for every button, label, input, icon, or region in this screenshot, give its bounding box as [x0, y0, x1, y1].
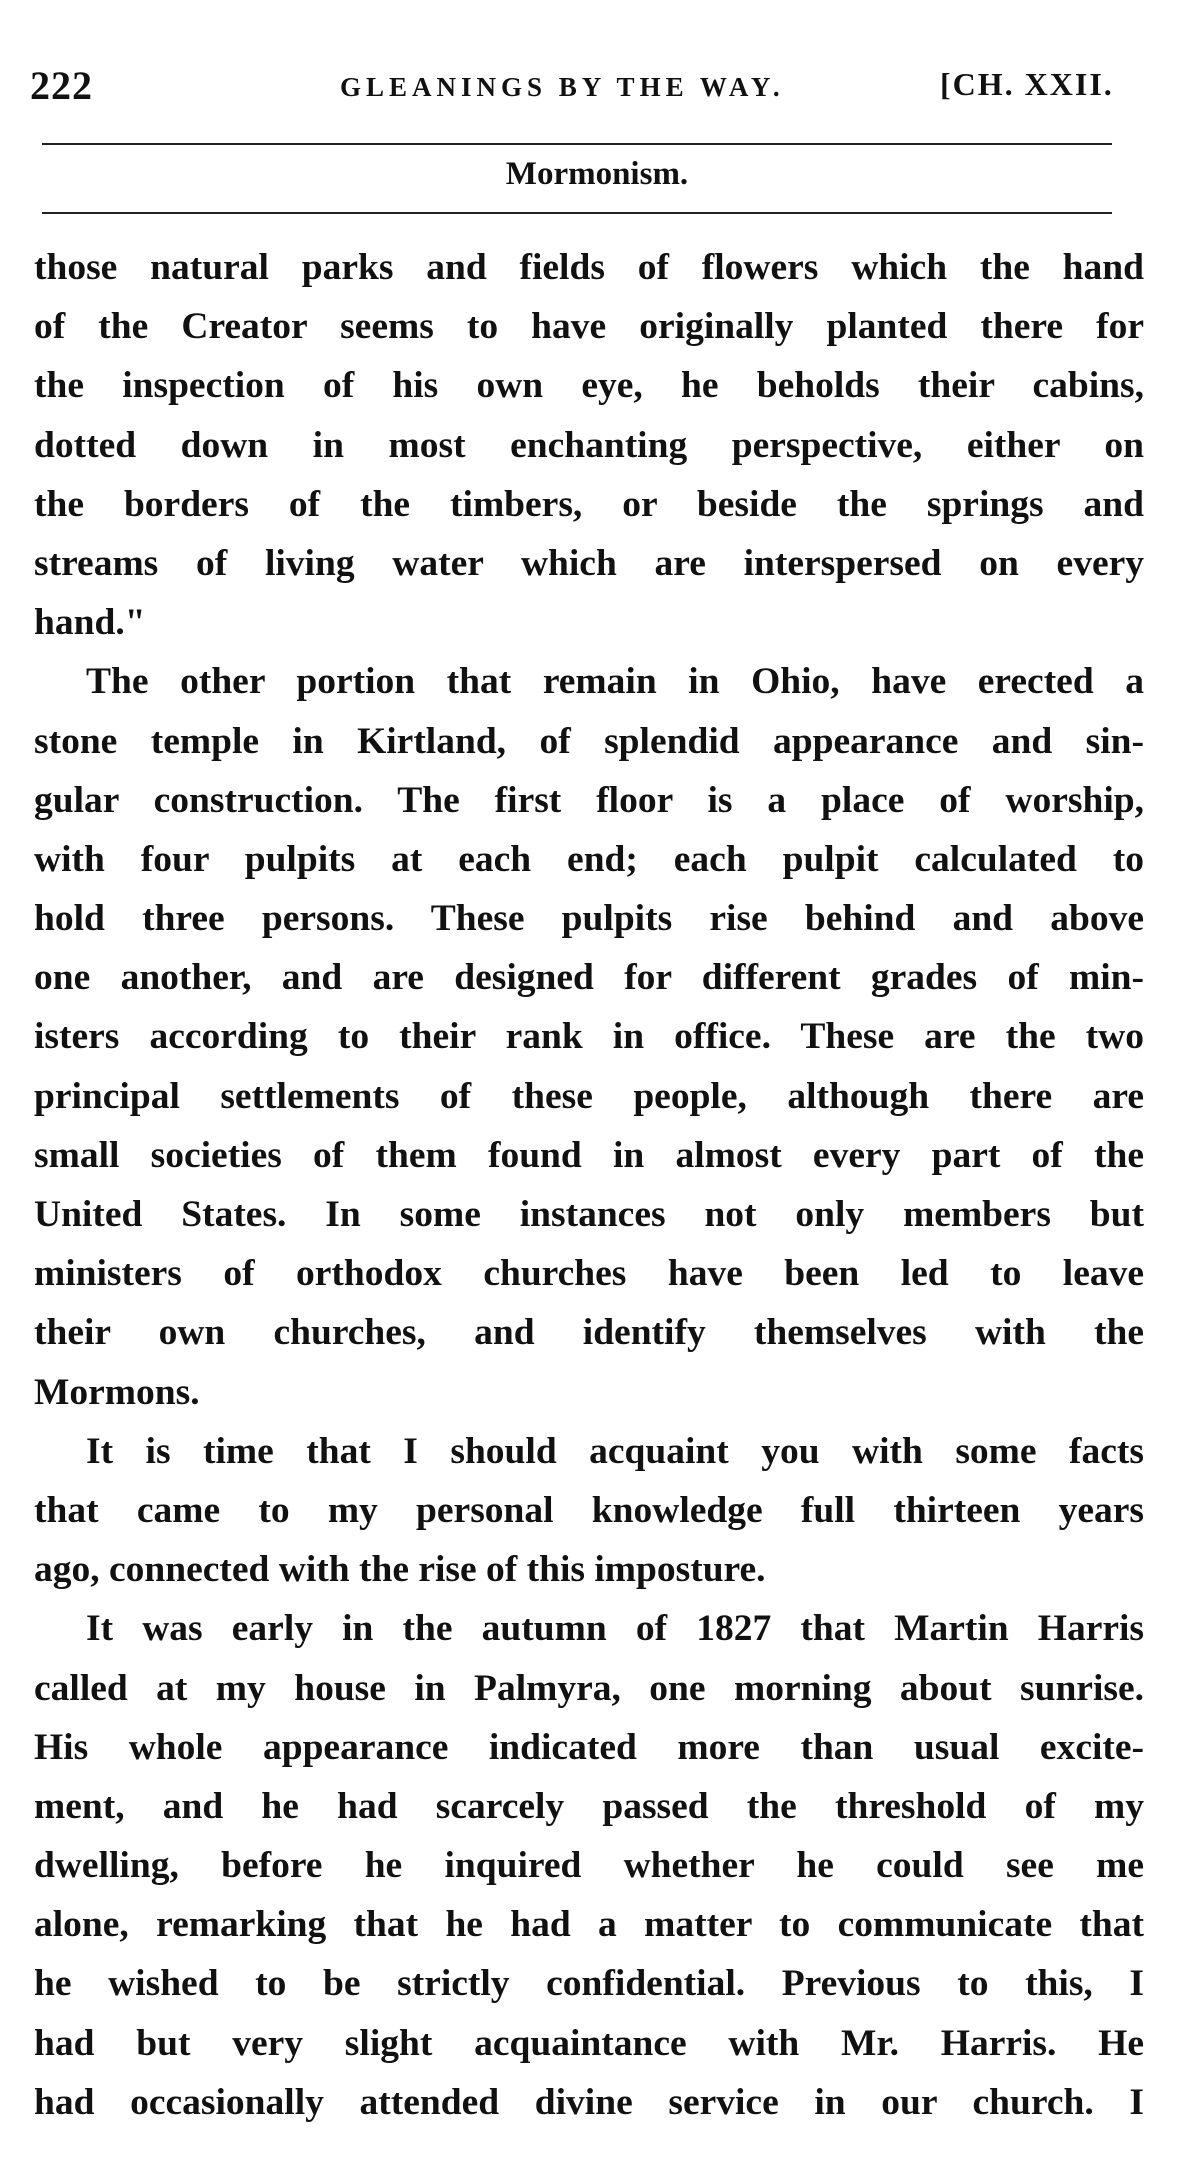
text-line: dotted down in most enchanting perspective, either on [34, 424, 1144, 466]
text-line: had occasionally attended divine service in our church. I [34, 2081, 1144, 2123]
text-line: ministers of orthodox churches have been led to leave [34, 1253, 1144, 1295]
text-line: of the Creator seems to have originally planted there for [34, 306, 1144, 348]
text-line: small societies of them found in almost every part of the [34, 1134, 1144, 1176]
text-line: His whole appearance indicated more than usual excite- [34, 1726, 1144, 1768]
text-line: It is time that I should acquaint you with some facts [86, 1430, 1144, 1472]
text-line: hand." [34, 602, 146, 644]
chapter-reference: [CH. XXII. [940, 66, 1114, 102]
text-line: those natural parks and fields of flowers which the hand [34, 247, 1144, 288]
text-line: called at my house in Palmyra, one morning about sunrise. [34, 1667, 1144, 1709]
text-line: ment, and he had scarcely passed the threshold of my [34, 1785, 1144, 1827]
text-line: the borders of the timbers, or beside the springs and [34, 483, 1144, 525]
text-line: he wished to be strictly confidential. Previous to this, I [34, 1963, 1144, 2005]
text-line: with four pulpits at each end; each pulpit calculated to [34, 838, 1144, 880]
running-header [30, 62, 1120, 122]
text-line: streams of living water which are interspersed on every [34, 542, 1144, 584]
text-line: that came to my personal knowledge full thirteen years [34, 1489, 1144, 1531]
body-text [34, 238, 1144, 2132]
text-line: alone, remarking that he had a matter to communicate that [34, 1904, 1144, 1946]
header-rule-bottom [42, 212, 1112, 214]
text-line: gular construction. The first floor is a place of worship, [34, 779, 1144, 821]
text-line: the inspection of his own eye, he beholds their cabins, [34, 365, 1144, 407]
text-line: hold three persons. These pulpits rise behind and above [34, 898, 1144, 940]
text-line: ago, connected with the rise of this imposture. [34, 1549, 766, 1591]
text-line: dwelling, before he inquired whether he could see me [34, 1845, 1144, 1887]
text-line: It was early in the autumn of 1827 that Martin Harris [86, 1608, 1144, 1650]
text-line: had but very slight acquaintance with Mr. Harris. He [34, 2022, 1144, 2064]
running-title: GLEANINGS BY THE WAY. [340, 72, 785, 102]
text-line: Mormons. [34, 1371, 200, 1413]
section-heading: Mormonism. [505, 156, 689, 192]
header-rule-top [42, 143, 1112, 145]
text-line: their own churches, and identify themselves with the [34, 1312, 1144, 1354]
text-line: The other portion that remain in Ohio, have erected a [86, 661, 1144, 703]
text-line: United States. In some instances not only members but [34, 1194, 1144, 1235]
text-line: one another, and are designed for different grades of min- [34, 957, 1144, 999]
text-line: principal settlements of these people, although there are [34, 1075, 1144, 1117]
text-line: stone temple in Kirtland, of splendid appearance and sin- [34, 720, 1144, 762]
page-number: 222 [30, 63, 93, 108]
text-line: isters according to their rank in office. These are the two [34, 1016, 1144, 1058]
